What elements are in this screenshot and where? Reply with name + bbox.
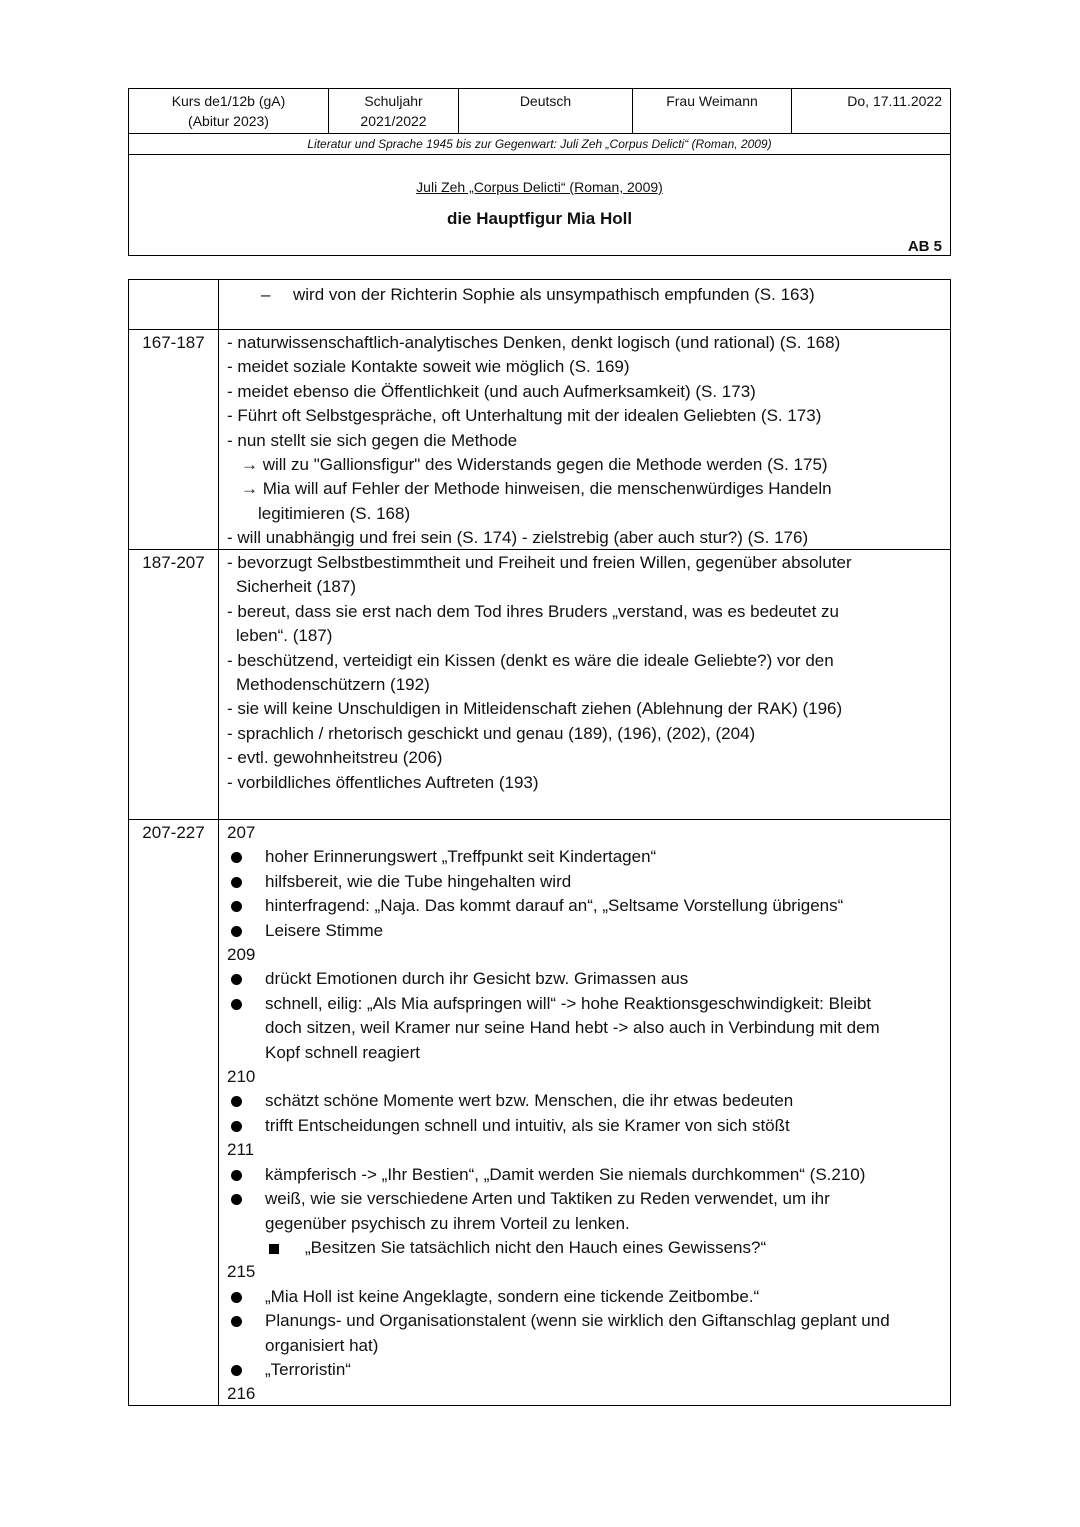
page-marker: 216 — [227, 1384, 256, 1404]
note-item: hilfsbereit, wie die Tube hingehalten wird — [227, 870, 942, 894]
worksheet-title: die Hauptfigur Mia Holl — [446, 209, 633, 228]
notes-cell — [219, 820, 950, 1405]
note-item: weiß, wie sie verschiedene Arten und Taktiken zu Reden verwendet, um ihr — [227, 1187, 942, 1211]
header-info-row — [129, 89, 950, 134]
note-item — [227, 283, 942, 307]
note-item: gegenüber psychisch zu ihrem Vorteil zu lenken. — [265, 1213, 630, 1233]
school-year-value: 2021/2022 — [360, 113, 427, 129]
character-table — [128, 279, 951, 1406]
notes-cell — [219, 280, 950, 329]
note-item: - vorbildliches öffentliches Auftreten (193) — [227, 772, 539, 792]
note-item: Leisere Stimme — [227, 919, 942, 943]
page-range — [129, 280, 219, 329]
note-item: - evtl. gewohnheitstreu (206) — [227, 748, 443, 768]
note-item: → will zu "Gallionsfigur" des Widerstands gegen die Methode werden (S. 175) — [241, 455, 828, 475]
note-item: organisiert hat) — [265, 1335, 379, 1355]
note-item: hinterfragend: „Naja. Das kommt darauf an“, „Seltsame Vorstellung übrigens“ — [227, 894, 942, 918]
note-item: - nun stellt sie sich gegen die Methode — [227, 430, 518, 450]
note-item: drückt Emotionen durch ihr Gesicht bzw. Grimassen aus — [227, 967, 942, 991]
worksheet-subtitle: Juli Zeh „Corpus Delicti“ (Roman, 2009) — [416, 179, 663, 195]
note-item: schnell, eilig: „Als Mia aufspringen will“ -> hohe Reaktionsgeschwindigkeit: Bleibt — [227, 992, 942, 1016]
page-marker: 210 — [227, 1067, 256, 1087]
page-marker: 209 — [227, 945, 256, 965]
note-item: - meidet ebenso die Öffentlichkeit (und auch Aufmerksamkeit) (S. 173) — [227, 381, 756, 401]
teacher-cell — [633, 89, 792, 133]
school-year-label: Schuljahr — [364, 93, 423, 109]
worksheet-number: AB 5 — [907, 238, 942, 255]
note-item: „Besitzen Sie tatsächlich nicht den Hauch eines Gewissens?“ — [227, 1236, 942, 1260]
subject: Deutsch — [519, 93, 572, 109]
course-cell — [129, 89, 329, 133]
course-exam: (Abitur 2023) — [188, 113, 269, 129]
page-range: 207-227 — [129, 820, 219, 1405]
note-item — [227, 795, 942, 819]
table-row — [129, 330, 950, 550]
school-year-cell — [329, 89, 459, 133]
worksheet-header — [128, 88, 951, 256]
teacher: Frau Weimann — [666, 93, 758, 109]
notes-cell — [219, 550, 950, 819]
note-item: leben“. (187) — [236, 626, 333, 646]
note-text: wird von der Richterin Sophie als unsympathisch empfunden (S. 163) — [293, 285, 815, 304]
table-row — [129, 280, 950, 330]
dash-marker: – — [261, 285, 271, 304]
page-range: 187-207 — [129, 550, 219, 819]
subject-cell — [459, 89, 633, 133]
note-item: hoher Erinnerungswert „Treffpunkt seit Kindertagen“ — [227, 845, 942, 869]
note-item: „Mia Holl ist keine Angeklagte, sondern eine tickende Zeitbombe.“ — [227, 1285, 942, 1309]
note-item: → Mia will auf Fehler der Methode hinweisen, die menschenwürdiges Handeln — [241, 479, 832, 499]
course-name: Kurs de1/12b (gA) — [171, 93, 286, 109]
note-item: schätzt schöne Momente wert bzw. Menschen, die ihr etwas bedeuten — [227, 1089, 942, 1113]
page-range: 167-187 — [129, 330, 219, 549]
page-marker: 215 — [227, 1262, 256, 1282]
topic-row: Literatur und Sprache 1945 bis zur Gegenwart: Juli Zeh „Corpus Delicti“ (Roman, 2009) — [129, 134, 950, 155]
note-item: Planungs- und Organisationstalent (wenn sie wirklich den Giftanschlag geplant und — [227, 1309, 942, 1333]
note-item: - Führt oft Selbstgespräche, oft Unterhaltung mit der idealen Geliebten (S. 173) — [227, 406, 822, 426]
date-cell — [792, 89, 950, 133]
note-item: - will unabhängig und frei sein (S. 174) - zielstrebig (aber auch stur?) (S. 176) — [227, 528, 809, 548]
note-item: - sprachlich / rhetorisch geschickt und genau (189), (196), (202), (204) — [227, 723, 756, 743]
notes-cell — [219, 330, 950, 549]
note-item: - bereut, dass sie erst nach dem Tod ihres Bruders „verstand, was es bedeutet zu — [227, 601, 839, 621]
page-marker: 211 — [227, 1140, 255, 1160]
note-item: „Terroristin“ — [227, 1358, 942, 1382]
note-item: - sie will keine Unschuldigen in Mitleidenschaft ziehen (Ablehnung der RAK) (196) — [227, 699, 843, 719]
note-item: Kopf schnell reagiert — [265, 1042, 420, 1062]
note-item: kämpferisch -> „Ihr Bestien“, „Damit werden Sie niemals durchkommen“ (S.210) — [227, 1163, 942, 1187]
page-marker: 207 — [227, 823, 256, 842]
table-row — [129, 820, 950, 1405]
note-item: trifft Entscheidungen schnell und intuitiv, als sie Kramer von sich stößt — [227, 1114, 942, 1138]
note-item: doch sitzen, weil Kramer nur seine Hand hebt -> also auch in Verbindung mit dem — [265, 1018, 880, 1038]
note-item: legitimieren (S. 168) — [258, 503, 411, 523]
note-item: - bevorzugt Selbstbestimmtheit und Freiheit und freien Willen, gegenüber absoluter — [227, 553, 852, 572]
note-item: Sicherheit (187) — [236, 577, 357, 597]
note-item: - naturwissenschaftlich-analytisches Denken, denkt logisch (und rational) (S. 168) — [227, 333, 841, 352]
table-row — [129, 550, 950, 820]
date: Do, 17.11.2022 — [847, 93, 942, 109]
note-item: - meidet soziale Kontakte soweit wie möglich (S. 169) — [227, 357, 630, 377]
title-row — [129, 155, 950, 255]
note-item: - beschützend, verteidigt ein Kissen (denkt es wäre die ideale Geliebte?) vor den — [227, 650, 834, 670]
note-item: Methodenschützern (192) — [236, 675, 430, 695]
